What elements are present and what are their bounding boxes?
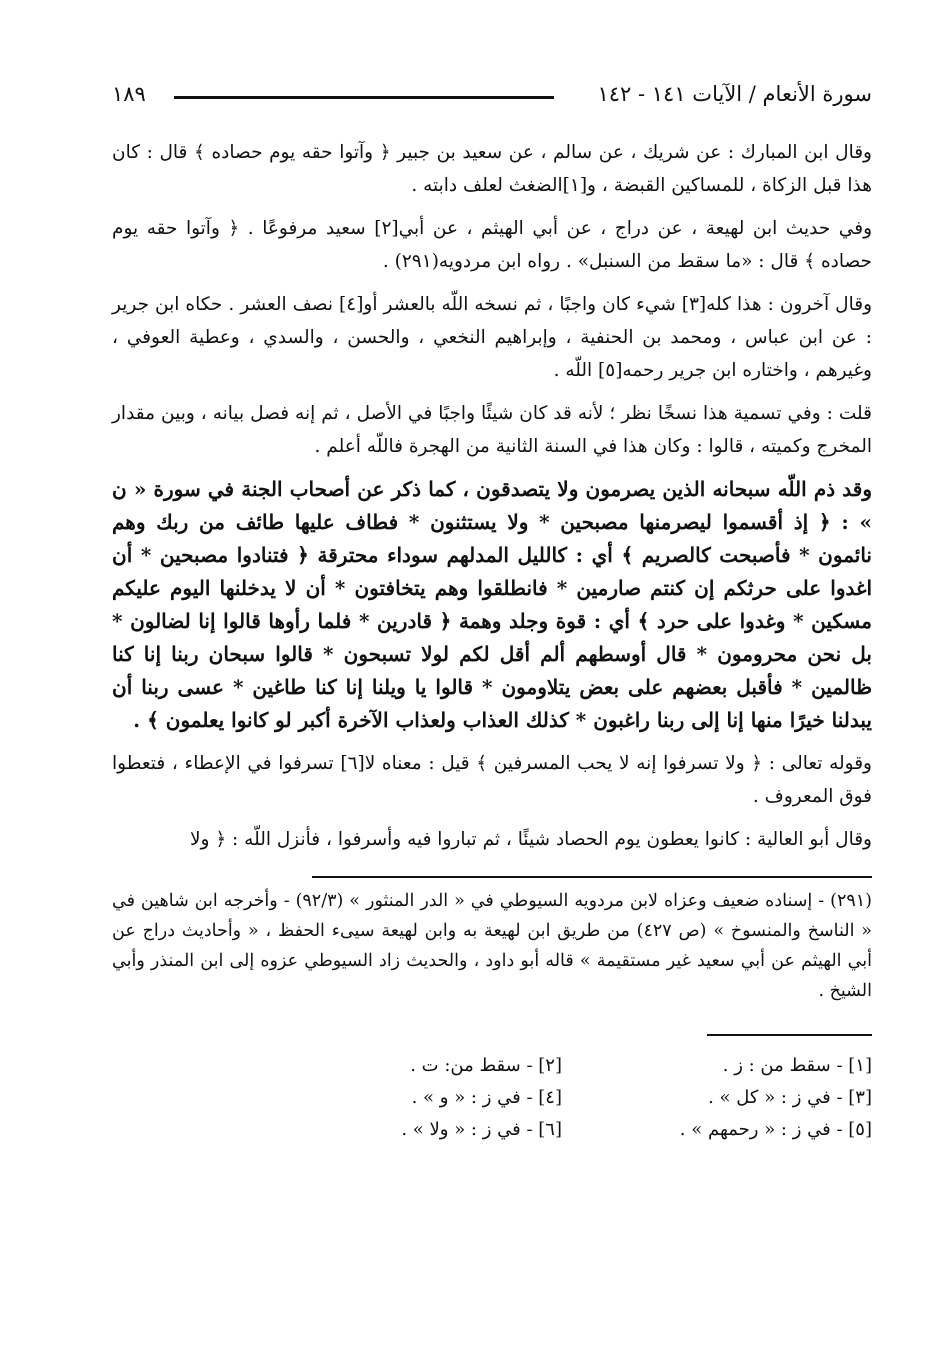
footnote-rule bbox=[707, 1034, 872, 1036]
footnote-5: [٥] - في ز : « رحمهم » . bbox=[679, 1119, 872, 1140]
note-rule bbox=[312, 876, 872, 878]
header-rule bbox=[174, 96, 554, 99]
paragraph-3: وقال آخرون : هذا كله[٣] شيء كان واجبًا ، ثم نسخه اللّه بالعشر أو[٤] نصف العشر . حكاه ابن جرير : عن ابن عباس ، ومحمد بن الحنفية ، وإبراهيم النخعي ، والحسن ، والسدي ، وعطية العوفي ، وغيرهم ، واختاره ابن جرير رحمه[٥] اللّه . bbox=[112, 294, 872, 381]
paragraph-5-quran: وقد ذم اللّه سبحانه الذين يصرمون ولا يتصدقون ، كما ذكر عن أصحاب الجنة في سورة « ن » : ﴿ إذ أقسموا ليصرمنها مصبحين * ولا يستثنون * فطاف عليها طائف من ربك وهم نائمون * فأصبحت كالصريم ﴾ أي : كالليل المدلهم سوداء محترقة ﴿ فتنادوا مصبحين * أن اغدوا على حرثكم إن كنتم صارمين * فانطلقوا وهم يتخافتون * أن لا يدخلنها اليوم عليكم مسكين * وغدوا على حرد ﴾ أي : قوة وجلد وهمة ﴿ قادرين * فلما رأوها قالوا إنا لضالون * بل نحن محرومون * قال أوسطهم ألم أقل لكم لولا تسبحون * قالوا سبحان ربنا إنا كنا ظالمين * فأقبل بعضهم على بعض يتلاومون * قالوا يا ويلنا إنا كنا طاغين * عسى ربنا أن يبدلنا خيرًا منها إنا إلى ربنا راغبون * كذلك العذاب ولعذاب الآخرة أكبر لو كانوا يعلمون ﴾ . bbox=[112, 477, 872, 732]
paragraph-2: وفي حديث ابن لهيعة ، عن دراج ، عن أبي الهيثم ، عن أبي[٢] سعيد مرفوعًا . ﴿ وآتوا حقه يوم حصاده ﴾ قال : «ما سقط من السنبل» . رواه ابن مردويه(٢٩١) . bbox=[112, 218, 873, 272]
page-number: ١٨٩ bbox=[112, 82, 146, 106]
book-page bbox=[112, 74, 872, 1146]
footnote-4: [٤] - في ز : « و » . bbox=[411, 1087, 562, 1108]
paragraph-1: وقال ابن المبارك : عن شريك ، عن سالم ، عن سعيد بن جبير ﴿ وآتوا حقه يوم حصاده ﴾ قال : كان هذا قبل الزكاة ، للمساكين القبضة ، و[١]الضغث لعلف دابته . bbox=[112, 142, 872, 196]
paragraph-7: وقال أبو العالية : كانوا يعطون يوم الحصاد شيئًا ، ثم تباروا فيه وأسرفوا ، فأنزل اللّه : ﴿ ولا bbox=[189, 829, 872, 850]
paragraph-6: وقوله تعالى : ﴿ ولا تسرفوا إنه لا يحب المسرفين ﴾ قيل : معناه لا[٦] تسرفوا في الإعطاء ، فتعطوا فوق المعروف . bbox=[112, 753, 872, 807]
footnotes bbox=[252, 1050, 872, 1146]
surah-title: سورة الأنعام / الآيات ١٤١ - ١٤٢ bbox=[597, 82, 872, 106]
footnote-3: [٣] - في ز : « كل » . bbox=[708, 1087, 872, 1108]
paragraph-4: قلت : وفي تسمية هذا نسخًا نظر ؛ لأنه قد كان شيئًا واجبًا في الأصل ، ثم إنه فصل بيانه ، وبين مقدار المخرج وكميته ، قالوا : وكان هذا في السنة الثانية من الهجرة فاللّه أعلم . bbox=[112, 403, 872, 457]
running-header bbox=[112, 74, 872, 114]
footnote-6: [٦] - في ز : « ولا » . bbox=[401, 1119, 562, 1140]
takhrij-note: (٢٩١) - إسناده ضعيف وعزاه لابن مردويه السيوطي في « الدر المنثور » (٩٢/٣) - وأخرجه ابن شاهين في « الناسخ والمنسوخ » (ص ٤٢٧) من طريق ابن لهيعة به وابن لهيعة سيىء الحفظ ، « وأحاديث دراج عن أبي الهيثم عن أبي سعيد غير مستقيمة » قاله أبو داود ، والحديث زاد السيوطي عزوه إلى ابن المنذر وأبي الشيخ . bbox=[112, 891, 872, 1001]
footnote-2: [٢] - سقط من: ت . bbox=[410, 1055, 562, 1076]
main-text bbox=[112, 136, 872, 856]
footnote-1: [١] - سقط من : ز . bbox=[722, 1055, 872, 1076]
